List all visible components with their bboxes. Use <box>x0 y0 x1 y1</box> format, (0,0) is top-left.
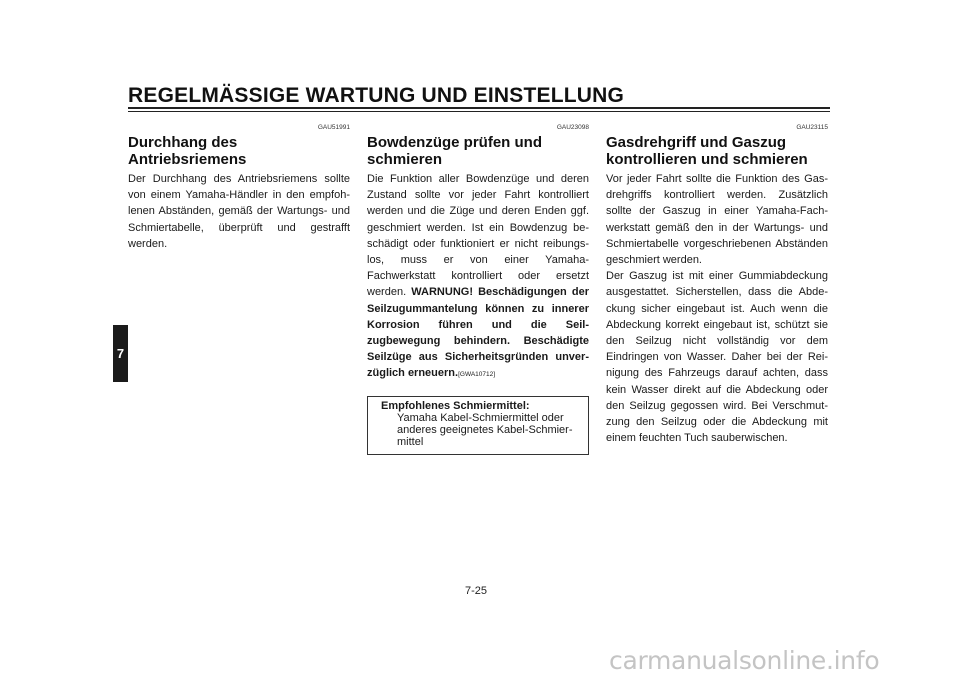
page-number: 7-25 <box>465 585 488 597</box>
header-rule <box>128 107 830 112</box>
section-title: Bowdenzüge prüfen und schmieren <box>367 134 542 168</box>
chapter-tab: 7 <box>113 325 128 382</box>
section-title: Gasdrehgriff und Gaszug kontrollieren und schmieren <box>606 134 808 168</box>
section-body: Der Durchhang des Antriebsriemens sollte von einem Yamaha-Händler in den empfohlenen Abständen, gemäß der Wartungs- und Schmiertabelle, überprüft und gestrafft werden. <box>128 173 350 250</box>
section-cables <box>367 124 589 455</box>
lubricant-text: Yamaha Kabel-Schmiermittel oder anderes geeignetes Kabel-Schmiermittel <box>397 411 573 449</box>
warning-text: WARNUNG! Beschädigungen der Seilzugummantelung können zu innerer Korrosion führen und die Seilzugbewegung behindern. Beschädigte Seilzüge aus Sicherheitsgründen unverzüglich erneuern. <box>367 286 589 380</box>
section-title: Durchhang des Antriebsriemens <box>128 134 247 168</box>
section-body: Vor jeder Fahrt sollte die Funktion des Gasdrehgriffs kontrolliert werden. Zusätzlich sollte der Gaszug in einer Yamaha-Fachwerkstatt gemäß den in der Wartungs- und Schmiertabelle vorgeschriebenen Abständen geschmiert werden. <box>606 173 828 267</box>
section-drive-belt <box>128 124 350 252</box>
section-body-2: Der Gaszug ist mit einer Gummiabdeckung ausgestattet. Sicherstellen, dass die Abdeckung sicher eingebaut ist. Auch wenn die Abdeckung korrekt eingebaut ist, schützt sie den Seilzug nicht vollständig vor dem Eindringen von Wasser. Daher bei der Reinigung des Fahrzeugs darauf achten, dass kein Wasser direkt auf die Abdeckung oder den Seilzug gegossen wird. Bei Verschmutzung den Seilzug oder die Abdeckung mit einem feuchten Tuch sauberwischen. <box>606 270 828 445</box>
section-code: GAU51991 <box>317 124 350 131</box>
lubricant-box <box>367 396 589 456</box>
lubricant-title: Empfohlenes Schmiermittel: <box>381 399 530 412</box>
section-throttle <box>606 124 828 446</box>
section-body <box>367 171 589 384</box>
watermark: carmanualsonline.info <box>609 646 880 675</box>
body-text: Die Funktion aller Bowdenzüge und deren Zustand sollte vor jeder Fahrt kontrolliert werden und die Züge und deren Enden ggf. geschmiert werden. Ist ein Bowdenzug beschädigt oder funktioniert er nicht reibungslos, muss er von einer Yamaha-Fachwerkstatt kontrolliert oder ersetzt werden. <box>367 173 589 299</box>
section-code: GAU23115 <box>796 124 828 131</box>
page-header-title: REGELMÄSSIGE WARTUNG UND EINSTELLUNG <box>128 84 625 107</box>
warning-code: [GWA10712] <box>458 371 496 379</box>
section-code: GAU23098 <box>556 124 589 131</box>
